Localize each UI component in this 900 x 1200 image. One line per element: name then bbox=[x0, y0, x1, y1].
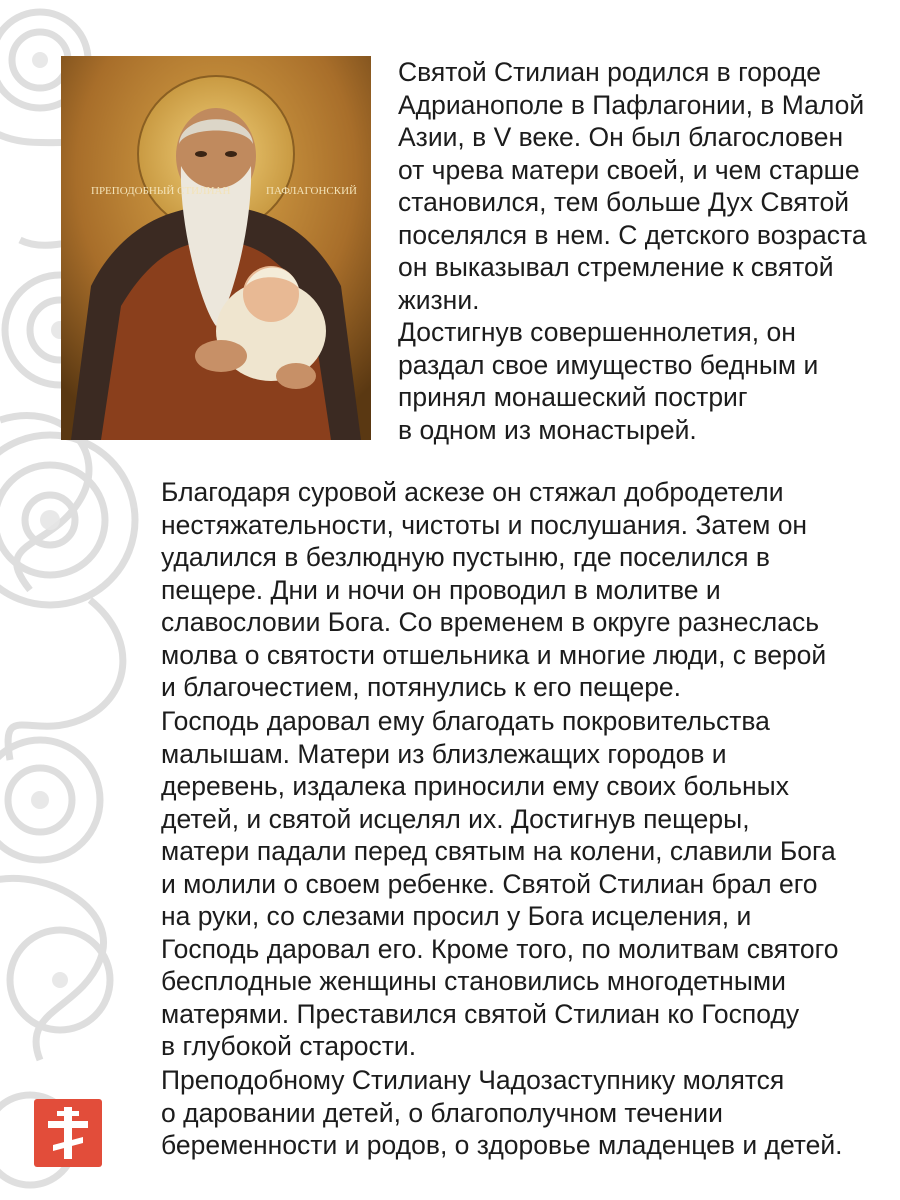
paragraph-line: пещере. Дни и ночи он проводил в молитве и bbox=[161, 574, 721, 605]
paragraph-line: и молили о своем ребенке. Святой Стилиан брал его bbox=[161, 868, 818, 899]
brand-logo bbox=[34, 1099, 102, 1167]
paragraph-line: Святой Стилиан родился в городе bbox=[398, 57, 822, 87]
paragraph-line: малышам. Матери из близлежащих городов и bbox=[161, 738, 727, 769]
paragraph-line: принял монашеский постриг bbox=[398, 382, 748, 412]
paragraph-line: и благочестием, потянулись к его пещере. bbox=[161, 672, 682, 702]
paragraph-line: Адрианополе в Пафлагонии, в Малой bbox=[398, 89, 865, 120]
paragraph-line: жизни. bbox=[398, 284, 480, 315]
paragraph-line: Азии, в V веке. Он был благословен bbox=[398, 122, 844, 152]
paragraph-4 bbox=[161, 1064, 843, 1162]
paragraph-line: Господь даровал ему благодать покровительства bbox=[161, 706, 770, 736]
paragraph-line: нестяжательности, чистоты и послушания. Затем он bbox=[161, 509, 808, 540]
paragraph-line: Господь даровал его. Кроме того, по молитвам святого bbox=[161, 933, 839, 964]
paragraph-line: Достигнув совершеннолетия, он bbox=[398, 317, 796, 347]
paragraph-line: от чрева матери своей, и чем старше bbox=[398, 154, 860, 185]
saint-icon-image bbox=[61, 56, 371, 440]
paragraph-line: бесплодные женщины становились многодетными bbox=[161, 966, 786, 996]
paragraph-line: он выказывал стремление к святой bbox=[398, 252, 834, 282]
paragraph-line: становился, тем больше Дух Святой bbox=[398, 187, 850, 217]
paragraph-line: беременности и родов, о здоровье младенцев и детей. bbox=[161, 1130, 843, 1160]
paragraph-line: удалился в безлюдную пустыню, где поселился в bbox=[161, 542, 770, 572]
paragraph-line: деревень, издалека приносили ему своих больных bbox=[161, 771, 789, 801]
paragraph-line: на руки, со слезами просил у Бога исцеления, и bbox=[161, 901, 752, 931]
icon-inscription-right: ПАФЛАГОНСКИЙ bbox=[266, 185, 357, 197]
paragraph-line: Преподобному Стилиану Чадозаступнику молятся bbox=[161, 1065, 785, 1095]
paragraph-line: матерями. Преставился святой Стилиан ко Господу bbox=[161, 998, 800, 1029]
paragraph-2 bbox=[161, 476, 826, 704]
paragraph-1 bbox=[398, 56, 867, 446]
paragraph-line: в глубокой старости. bbox=[161, 1031, 417, 1061]
paragraph-line: Благодаря суровой аскезе он стяжал добродетели bbox=[161, 477, 784, 507]
paragraph-line: молва о святости отшельника и многие люди, с верой bbox=[161, 639, 827, 670]
paragraph-line: о даровании детей, о благополучном течении bbox=[161, 1097, 723, 1128]
orthodox-cross-icon bbox=[34, 1099, 102, 1167]
paragraph-line: раздал свое имущество бедным и bbox=[398, 349, 819, 380]
paragraph-3 bbox=[161, 705, 838, 1063]
paragraph-line: славословии Бога. Со временем в округе разнеслась bbox=[161, 607, 819, 637]
paragraph-line: детей, и святой исцелял их. Достигнув пещеры, bbox=[161, 803, 750, 834]
paragraph-line: в одном из монастырей. bbox=[398, 414, 697, 445]
paragraph-line: матери падали перед святым на колени, славили Бога bbox=[161, 836, 836, 866]
icon-inscription-left: ПРЕПОДОБНЫЙ СТИЛИАН bbox=[91, 185, 231, 197]
paragraph-line: поселялся в нем. С детского возраста bbox=[398, 219, 867, 250]
